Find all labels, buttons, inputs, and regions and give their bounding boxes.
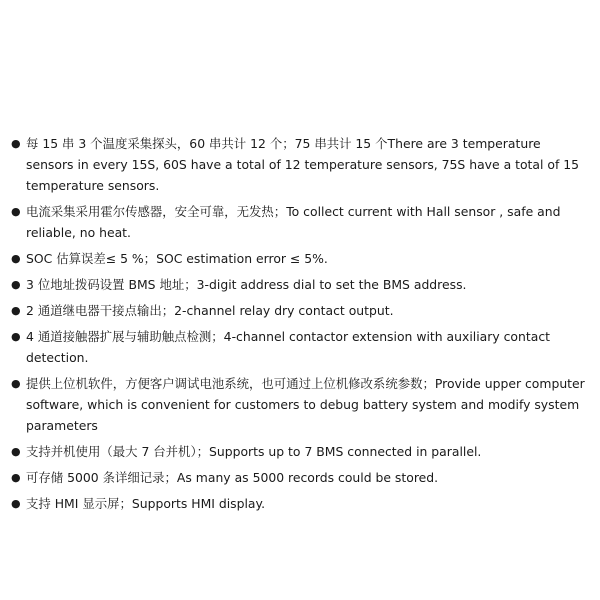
feature-text: 3 位地址拨码设置 BMS 地址；3-digit address dial to set the BMS address. [26,277,467,292]
bullet-icon: ● [11,304,21,317]
feature-item-temperature-sensors [10,133,588,196]
feature-text: 每 15 串 3 个温度采集探头，60 串共计 12 个；75 串共计 15 个There are 3 temperature sensors in every 15S, 60S have a total of 12 temperature sensors, 75S have a total of 15 temperature sensors. [26,136,580,193]
feature-item-relay-output [10,300,588,321]
bullet-icon: ● [11,278,21,291]
bullet-icon: ● [11,497,21,510]
feature-text: 可存储 5000 条详细记录；As many as 5000 records could be stored. [26,470,439,485]
bullet-icon: ● [11,330,21,343]
bullet-icon: ● [11,445,21,458]
bullet-icon: ● [11,137,21,150]
feature-text: 提供上位机软件，方便客户调试电池系统，也可通过上位机修改系统参数；Provide upper computer software, which is convenient for customers to debug battery system and modify system parameters [26,376,585,433]
feature-item-hall-sensor [10,201,588,243]
bullet-icon: ● [11,377,21,390]
feature-item-upper-computer [10,373,588,436]
feature-text: 电流采集采用霍尔传感器，安全可靠，无发热；To collect current with Hall sensor , safe and reliable, no heat. [26,204,561,240]
feature-item-records [10,467,588,488]
feature-item-contactor-extension [10,326,588,368]
feature-item-parallel [10,441,588,462]
bullet-icon: ● [11,205,21,218]
feature-text: SOC 估算误差≤ 5 %；SOC estimation error ≤ 5%. [26,251,328,266]
feature-item-address-dial [10,274,588,295]
feature-text: 支持并机使用（最大 7 台并机）；Supports up to 7 BMS connected in parallel. [26,444,482,459]
feature-list [10,133,588,519]
feature-text: 4 通道接触器扩展与辅助触点检测；4-channel contactor extension with auxiliary contact detection. [26,329,550,365]
feature-text: 支持 HMI 显示屏；Supports HMI display. [26,496,266,511]
feature-item-hmi-display [10,493,588,514]
feature-text: 2 通道继电器干接点输出；2-channel relay dry contact output. [26,303,394,318]
feature-item-soc-error [10,248,588,269]
bullet-icon: ● [11,252,21,265]
bullet-icon: ● [11,471,21,484]
